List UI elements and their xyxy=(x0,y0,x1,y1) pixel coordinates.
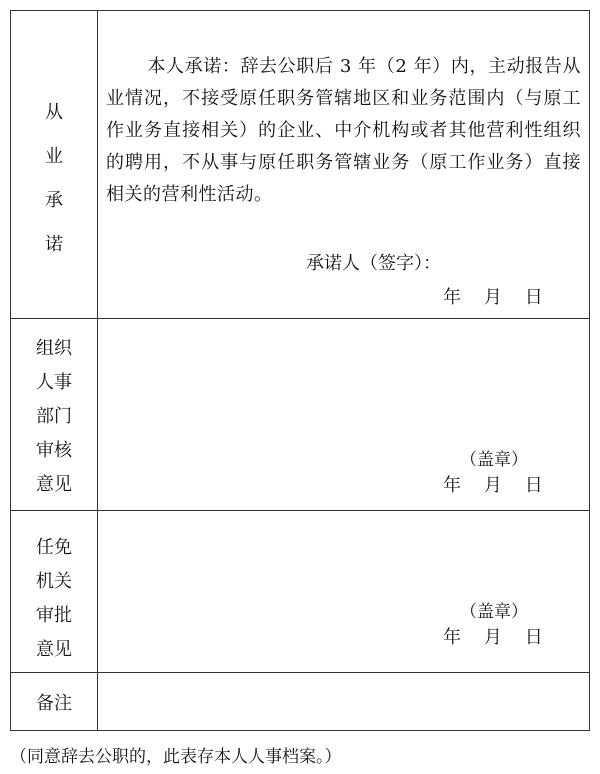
commitment-date: 年 月 日 xyxy=(443,287,543,308)
commitment-label xyxy=(11,11,97,267)
appointing-review-date: 年 月 日 xyxy=(443,627,543,648)
commitment-row xyxy=(11,11,590,319)
resignation-form-table xyxy=(10,10,590,731)
org-review-content-cell xyxy=(98,319,590,511)
commitment-label-cell xyxy=(11,11,98,319)
org-review-label-line: 审核 xyxy=(36,440,72,461)
commitment-label-char: 从 xyxy=(45,102,63,123)
appointing-review-label-cell xyxy=(11,511,98,673)
signer-label: 承诺人（签字）： xyxy=(306,253,441,274)
org-review-row xyxy=(11,319,590,511)
org-review-label-line: 部门 xyxy=(36,406,72,427)
appointing-review-label-line: 意见 xyxy=(36,639,72,660)
org-review-label-line: 人事 xyxy=(36,372,72,393)
commitment-text: 本人承诺：辞去公职后 3 年（2 年）内，主动报告从业情况，不接受原任职务管辖地区和业务范围内（与原工作业务直接相关）的企业、中介机构或者其他营利性组织的聘用，不从事与原任职务管辖业务（原工作业务）直接相关的营利性活动。 xyxy=(106,56,581,205)
remarks-label-cell xyxy=(11,673,98,731)
commitment-label-char: 诺 xyxy=(45,234,63,255)
appointing-review-label xyxy=(11,511,97,667)
org-review-label-cell xyxy=(11,319,98,511)
appointing-review-row xyxy=(11,511,590,673)
footnote: （同意辞去公职的，此表存本人人事档案。） xyxy=(10,747,342,767)
appointing-review-label-line: 审批 xyxy=(36,605,72,626)
org-review-label-line: 意见 xyxy=(36,474,72,495)
org-review-label-line: 组织 xyxy=(36,338,72,359)
appointing-review-label-line: 机关 xyxy=(36,571,72,592)
remarks-label: 备注 xyxy=(36,693,72,714)
org-seal-label: （盖章） xyxy=(460,450,528,470)
org-review-date: 年 月 日 xyxy=(443,475,543,496)
commitment-label-char: 业 xyxy=(45,146,63,167)
remarks-row xyxy=(11,673,590,731)
appointing-review-label-line: 任免 xyxy=(36,537,72,558)
appointing-seal-label: （盖章） xyxy=(460,602,528,622)
commitment-label-char: 承 xyxy=(45,190,63,211)
commitment-content-cell xyxy=(98,11,590,319)
appointing-review-content-cell xyxy=(98,511,590,673)
remarks-content-cell xyxy=(98,673,590,731)
org-review-label xyxy=(11,319,97,502)
